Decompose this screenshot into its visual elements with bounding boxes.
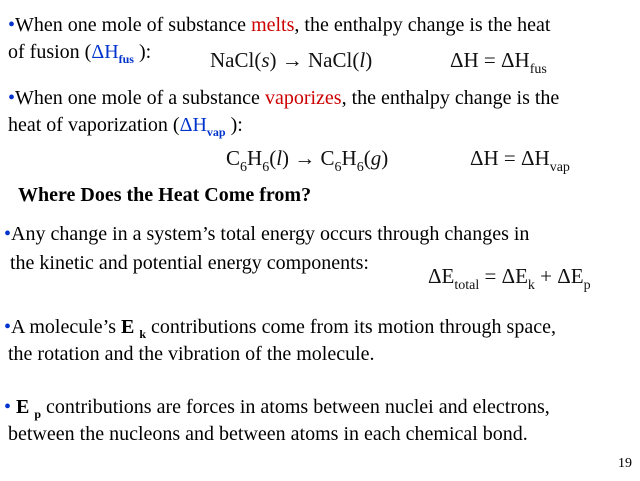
- eq-sub: fus: [529, 62, 547, 77]
- bullet-icon: •: [4, 223, 12, 245]
- eq-part: ): [365, 48, 373, 72]
- eq-part: H: [247, 146, 263, 170]
- eq-paren: ) →: [282, 146, 321, 170]
- potential-text-1: contributions are forces in atoms between nuclei and electrons,: [41, 396, 550, 418]
- fusion-symbol: ΔH: [91, 41, 119, 63]
- eq-sub: total: [454, 278, 480, 293]
- eq-sub: 6: [356, 160, 364, 175]
- eq-part: + ΔE: [534, 264, 584, 288]
- energy-equation: [428, 264, 591, 294]
- eq-part: ΔH: [470, 146, 499, 170]
- vaporization-line-2: [8, 114, 243, 143]
- kinetic-text-1: A molecule’s: [11, 316, 121, 338]
- vaporization-enthalpy-equation: [470, 146, 570, 176]
- kinetic-symbol-sub: k: [139, 327, 147, 341]
- vaporization-line-1: [8, 87, 559, 109]
- eq-state: l: [276, 146, 283, 170]
- fusion-text-4: ):: [133, 41, 152, 63]
- page-number: 19: [618, 456, 632, 471]
- eq-part: = ΔH: [498, 146, 550, 170]
- vaporization-equation: [226, 146, 388, 176]
- fusion-line-2: [8, 41, 151, 70]
- eq-part: ) → NaCl(: [269, 48, 360, 72]
- bullet-icon: •: [4, 396, 12, 418]
- fusion-keyword: melts: [251, 14, 295, 36]
- vaporization-keyword: vaporizes: [264, 87, 342, 109]
- eq-sub: 6: [262, 160, 270, 175]
- vaporization-text-3: heat of vaporization (: [8, 114, 180, 136]
- eq-state: g: [370, 146, 382, 170]
- eq-sub: k: [527, 278, 535, 293]
- kinetic-line-1: [4, 316, 556, 345]
- fusion-enthalpy-equation: [450, 48, 547, 78]
- fusion-symbol-sub: fus: [118, 52, 134, 66]
- eq-paren: ): [381, 146, 389, 170]
- fusion-line-1: [8, 14, 550, 36]
- eq-state: l: [359, 48, 366, 72]
- eq-paren: (: [269, 146, 277, 170]
- eq-part: C: [226, 146, 241, 170]
- vaporization-symbol-sub: vap: [206, 125, 226, 139]
- energy-line-2: the kinetic and potential energy components:: [10, 252, 369, 274]
- eq-part: ΔE: [428, 264, 455, 288]
- eq-part: C: [320, 146, 335, 170]
- section-heading: Where Does the Heat Come from?: [18, 184, 312, 206]
- fusion-equation: [210, 48, 372, 73]
- fusion-text-2: , the enthalpy change is the heat: [294, 14, 551, 36]
- eq-sub: 6: [240, 160, 248, 175]
- eq-sub: vap: [549, 160, 570, 175]
- fusion-text-3: of fusion (: [8, 41, 92, 63]
- kinetic-symbol: E: [121, 316, 135, 338]
- potential-symbol: E: [16, 396, 30, 418]
- bullet-icon: •: [8, 14, 16, 36]
- bullet-icon: •: [4, 316, 12, 338]
- eq-part: = ΔH: [478, 48, 530, 72]
- potential-line-1: [4, 396, 550, 425]
- energy-text-1: Any change in a system’s total energy occurs through changes in: [11, 223, 530, 245]
- fusion-text-1: When one mole of substance: [15, 14, 252, 36]
- kinetic-line-2: the rotation and the vibration of the molecule.: [8, 343, 375, 365]
- potential-symbol-sub: p: [34, 407, 42, 421]
- eq-part: ΔH: [450, 48, 479, 72]
- eq-sub: p: [583, 278, 591, 293]
- eq-part: NaCl(: [210, 48, 262, 72]
- eq-sub: 6: [334, 160, 342, 175]
- kinetic-text-2: contributions come from its motion through space,: [146, 316, 556, 338]
- vaporization-text-1: When one mole of a substance: [15, 87, 265, 109]
- bullet-icon: •: [8, 87, 16, 109]
- vaporization-text-4: ):: [225, 114, 243, 136]
- vaporization-symbol: ΔH: [179, 114, 207, 136]
- eq-state: s: [261, 48, 270, 72]
- eq-part: = ΔE: [479, 264, 528, 288]
- eq-part: H: [341, 146, 357, 170]
- potential-line-2: between the nucleons and between atoms in each chemical bond.: [8, 423, 528, 445]
- energy-line-1: [4, 223, 529, 245]
- vaporization-text-2: , the enthalpy change is the: [341, 87, 560, 109]
- eq-paren: (: [363, 146, 371, 170]
